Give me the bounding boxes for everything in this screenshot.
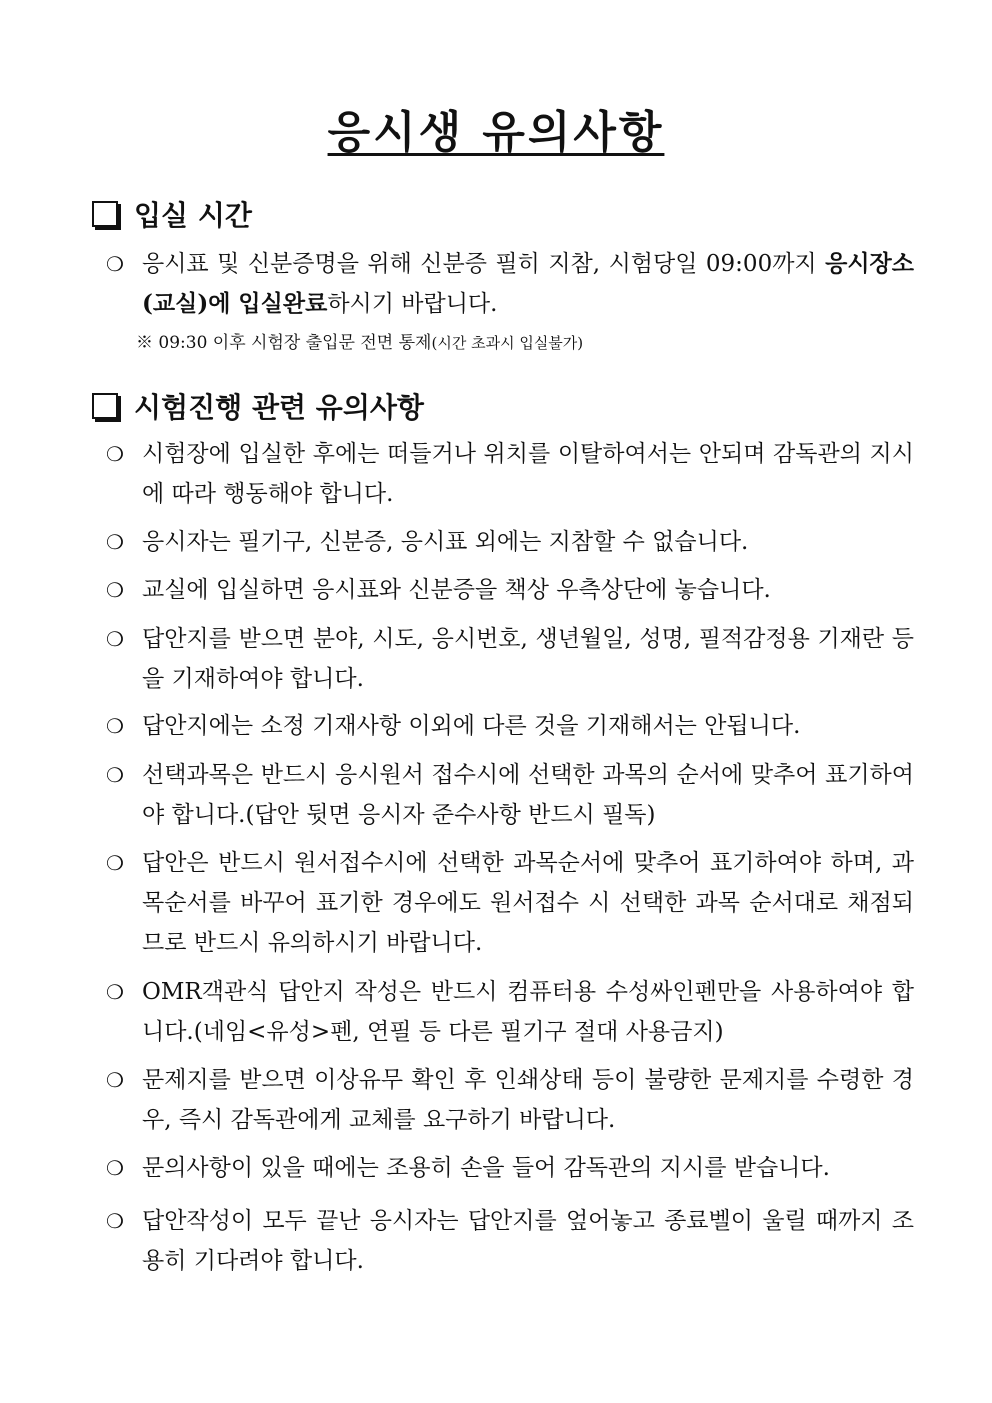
circle-bullet-icon: ❍	[106, 763, 124, 787]
list-item: ❍ 응시자는 필기구, 신분증, 응시표 외에는 지참할 수 없습니다.	[106, 522, 914, 562]
checkbox-square-icon	[92, 201, 118, 227]
circle-bullet-icon: ❍	[106, 252, 124, 276]
list-item: ❍ 시험장에 입실한 후에는 떠들거나 위치를 이탈하여서는 안되며 감독관의 지시에 따라 행동해야 합니다.	[106, 434, 914, 514]
circle-bullet-icon: ❍	[106, 980, 124, 1004]
list-item: ❍ 선택과목은 반드시 응시원서 접수시에 선택한 과목의 순서에 맞추어 표기하여야 합니다.(답안 뒷면 응시자 준수사항 반드시 필독)	[106, 755, 914, 835]
list-item: ❍ 답안지를 받으면 분야, 시도, 응시번호, 생년월일, 성명, 필적감정용 기재란 등을 기재하여야 합니다.	[106, 619, 914, 699]
entry-note: ※ 09:30 이후 시험장 출입문 전면 통제(시간 초과시 입실불가)	[136, 333, 584, 353]
section-heading-entry-time: 입실 시간	[92, 194, 252, 234]
circle-bullet-icon: ❍	[106, 714, 124, 738]
list-item: ❍ 문제지를 받으면 이상유무 확인 후 인쇄상태 등이 불량한 문제지를 수령한 경우, 즉시 감독관에게 교체를 요구하기 바랍니다.	[106, 1060, 914, 1140]
list-item: ❍ OMR객관식 답안지 작성은 반드시 컴퓨터용 수성싸인펜만을 사용하여야 합니다.(네임<유성>펜, 연필 등 다른 필기구 절대 사용금지)	[106, 972, 914, 1052]
list-item: ❍ 답안지에는 소정 기재사항 이외에 다른 것을 기재해서는 안됩니다.	[106, 706, 914, 746]
circle-bullet-icon: ❍	[106, 530, 124, 554]
circle-bullet-icon: ❍	[106, 1209, 124, 1233]
circle-bullet-icon: ❍	[106, 1156, 124, 1180]
list-item: ❍ 교실에 입실하면 응시표와 신분증을 책상 우측상단에 놓습니다.	[106, 570, 914, 610]
list-item: ❍ 답안은 반드시 원서접수시에 선택한 과목순서에 맞추어 표기하여야 하며, 과목순서를 바꾸어 표기한 경우에도 원서접수 시 선택한 과목 순서대로 채점되므로 반드시 유의하시기 바랍니다.	[106, 843, 914, 963]
circle-bullet-icon: ❍	[106, 627, 124, 651]
list-item: ❍ 답안작성이 모두 끝난 응시자는 답안지를 엎어놓고 종료벨이 울릴 때까지 조용히 기다려야 합니다.	[106, 1201, 914, 1281]
list-item: ❍ 문의사항이 있을 때에는 조용히 손을 들어 감독관의 지시를 받습니다.	[106, 1148, 914, 1188]
page-title: 응시생 유의사항	[327, 107, 665, 158]
circle-bullet-icon: ❍	[106, 851, 124, 875]
circle-bullet-icon: ❍	[106, 442, 124, 466]
circle-bullet-icon: ❍	[106, 1068, 124, 1092]
list-item: ❍ 응시표 및 신분증명을 위해 신분증 필히 지참, 시험당일 09:00까지 응시장소(교실)에 입실완료하시기 바랍니다.	[106, 244, 914, 324]
circle-bullet-icon: ❍	[106, 578, 124, 602]
section-heading-exam-rules: 시험진행 관련 유의사항	[92, 386, 424, 426]
checkbox-square-icon	[92, 393, 118, 419]
